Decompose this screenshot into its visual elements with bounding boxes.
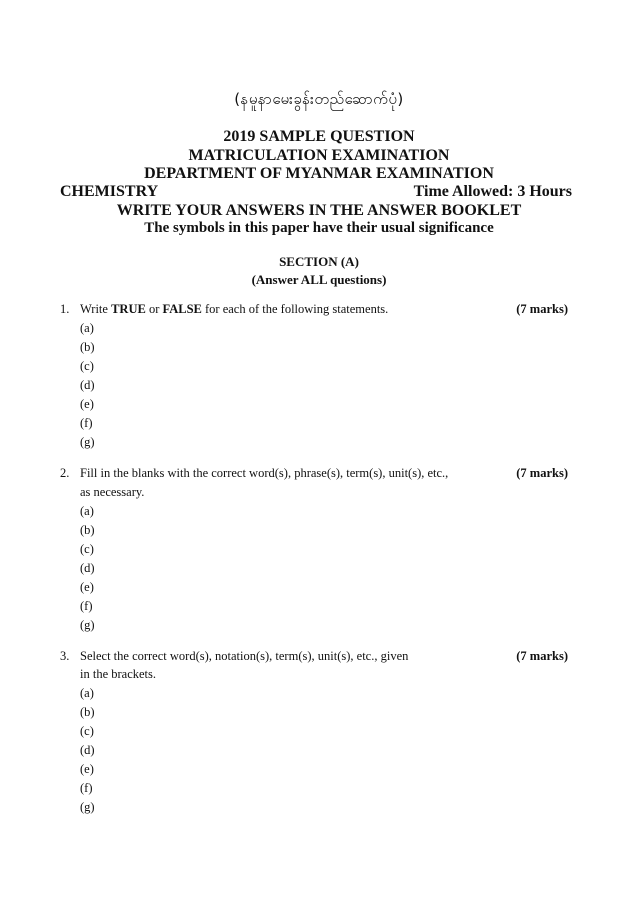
answer-item-e: (e) xyxy=(80,762,94,776)
question-marks: (7 marks) xyxy=(516,466,568,480)
answer-item-d: (d) xyxy=(80,743,95,757)
answer-item-b: (b) xyxy=(80,340,95,354)
answer-item-a: (a) xyxy=(80,321,94,335)
answer-item-a: (a) xyxy=(80,686,94,700)
question-number: 2. xyxy=(60,466,70,480)
answer-item-g: (g) xyxy=(80,618,95,632)
subject-label: CHEMISTRY xyxy=(60,183,159,200)
answer-item-c: (c) xyxy=(80,542,94,556)
answer-item-c: (c) xyxy=(80,724,94,738)
answer-item-c: (c) xyxy=(80,359,94,373)
question-text xyxy=(80,302,388,317)
answer-item-a: (a) xyxy=(80,504,94,518)
answer-item-g: (g) xyxy=(80,435,95,449)
true-keyword: TRUE xyxy=(111,302,146,316)
title-year: 2019 SAMPLE QUESTION xyxy=(223,128,415,145)
answer-item-f: (f) xyxy=(80,416,93,430)
instruction-symbols: The symbols in this paper have their usual significance xyxy=(144,220,494,236)
answer-item-f: (f) xyxy=(80,599,93,613)
question-text-line1: Fill in the blanks with the correct word(s), phrase(s), term(s), unit(s), etc., xyxy=(80,466,449,480)
answer-item-g: (g) xyxy=(80,800,95,814)
answer-item-b: (b) xyxy=(80,523,95,537)
section-subtitle: (Answer ALL questions) xyxy=(251,272,387,287)
myanmar-subtitle: (နမူနာမေးခွန်းတည်ဆောက်ပုံ) xyxy=(234,90,404,108)
question-text-line1: Select the correct word(s), notation(s), term(s), unit(s), etc., given xyxy=(80,649,409,663)
question-marks: (7 marks) xyxy=(516,649,568,663)
instruction-answer-booklet: WRITE YOUR ANSWERS IN THE ANSWER BOOKLET xyxy=(116,202,522,219)
question-text-line2: in the brackets. xyxy=(80,667,157,681)
title-exam: MATRICULATION EXAMINATION xyxy=(188,147,450,164)
question-text-part: or xyxy=(145,302,163,316)
answer-item-b: (b) xyxy=(80,705,95,719)
question-text-line2: as necessary. xyxy=(80,485,145,499)
question-text-part: for each of the following statements. xyxy=(201,302,389,316)
false-keyword: FALSE xyxy=(162,302,202,316)
question-text-part: Write xyxy=(80,302,112,316)
title-department: DEPARTMENT OF MYANMAR EXAMINATION xyxy=(144,165,494,182)
question-number: 3. xyxy=(60,649,70,663)
question-number: 1. xyxy=(60,302,70,316)
answer-item-e: (e) xyxy=(80,397,94,411)
answer-item-e: (e) xyxy=(80,580,94,594)
answer-item-d: (d) xyxy=(80,561,95,575)
answer-item-d: (d) xyxy=(80,378,95,392)
section-title: SECTION (A) xyxy=(279,254,359,269)
answer-item-f: (f) xyxy=(80,781,93,795)
time-allowed: Time Allowed: 3 Hours xyxy=(413,183,572,200)
question-marks: (7 marks) xyxy=(516,302,568,316)
